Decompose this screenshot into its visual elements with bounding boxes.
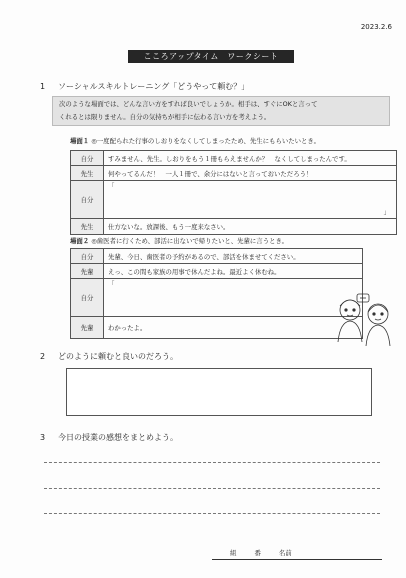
students-illustration bbox=[330, 290, 400, 352]
section3-heading bbox=[40, 432, 178, 443]
speaker-label: 自分 bbox=[71, 249, 104, 264]
date-label: 2023.2.6 bbox=[360, 23, 392, 31]
scene1-row-4 bbox=[71, 219, 397, 235]
scene2-row-2 bbox=[71, 264, 363, 279]
dialogue-text: 先輩、今日、歯医者の予約があるので、部活を休ませてください。 bbox=[104, 249, 363, 264]
name-label: 名前 bbox=[278, 549, 292, 557]
name-signature-line[interactable] bbox=[212, 548, 382, 560]
answer-field[interactable] bbox=[104, 181, 397, 219]
writing-line-1[interactable] bbox=[44, 462, 380, 463]
section2-heading bbox=[40, 351, 178, 362]
scene1-row-3-answer bbox=[71, 181, 397, 219]
speaker-label: 自分 bbox=[71, 151, 104, 166]
dialogue-text: えっ、この間も家族の用事で休んだよね。最近よく休むね。 bbox=[104, 264, 363, 279]
scene1-label: 場面１ bbox=[70, 137, 90, 145]
section2-answer-box[interactable] bbox=[66, 368, 372, 416]
scene2-row-1 bbox=[71, 249, 363, 264]
instructions-line-1: 次のような場面では、どんな言い方をすれば良いでしょうか。相手は、すぐにOKと言って bbox=[59, 100, 318, 108]
answer-field[interactable] bbox=[104, 279, 363, 317]
writing-line-2[interactable] bbox=[44, 488, 380, 489]
speaker-label: 先輩 bbox=[71, 264, 104, 279]
section3-number: 3 bbox=[40, 433, 46, 442]
writing-line-3[interactable] bbox=[44, 513, 380, 514]
section3-title: 今日の授業の感想をまとめよう。 bbox=[58, 433, 178, 442]
speaker-label: 先輩 bbox=[71, 317, 104, 339]
speaker-label: 自分 bbox=[71, 181, 104, 219]
dialogue-text: わかったよ。 bbox=[104, 317, 363, 339]
section2-title: どのように頼むと良いのだろう。 bbox=[58, 352, 178, 361]
close-quote: 」 bbox=[383, 208, 390, 216]
worksheet-title: こころアップタイム ワークシート bbox=[128, 50, 294, 63]
instructions-line-2: くれるとは限りません。自分の気持ちが相手に伝わる言い方を考えよう。 bbox=[59, 113, 271, 121]
scene2-heading bbox=[70, 236, 288, 245]
section1-title: ソーシャルスキルトレーニング「どうやって頼む？」 bbox=[58, 82, 250, 91]
scene1-dialogue-table bbox=[70, 150, 397, 235]
number-label: 番 bbox=[254, 549, 261, 557]
scene1-heading bbox=[70, 136, 320, 145]
open-quote: 「 bbox=[108, 182, 115, 190]
section1-number: 1 bbox=[40, 82, 46, 91]
scene2-row-4 bbox=[71, 317, 363, 339]
dialogue-text: 何やってるんだ！ 一人１冊で、余分にはないと言っておいただろう！ bbox=[104, 166, 397, 181]
scene2-row-3-answer bbox=[71, 279, 363, 317]
dialogue-text: すみません、先生。しおりをもう１冊もらえませんか？ なくしてしまったんです。 bbox=[104, 151, 397, 166]
open-quote: 「 bbox=[108, 280, 115, 288]
scene1-description: ◎一度配られた行事のしおりをなくしてしまったため、先生にもらいたいとき。 bbox=[91, 137, 320, 145]
section1-heading bbox=[40, 81, 249, 92]
section2-number: 2 bbox=[40, 352, 46, 361]
scene1-row-1 bbox=[71, 151, 397, 166]
scene1-row-2 bbox=[71, 166, 397, 181]
scene2-dialogue-table bbox=[70, 248, 363, 339]
class-label: 組 bbox=[230, 549, 237, 557]
instructions-box bbox=[52, 96, 390, 126]
speaker-label: 自分 bbox=[71, 279, 104, 317]
scene2-description: ◎歯医者に行くため、部活に出ないで帰りたいと、先輩に言うとき。 bbox=[91, 237, 289, 245]
scene2-label: 場面２ bbox=[70, 237, 90, 245]
speaker-label: 先生 bbox=[71, 219, 104, 235]
speaker-label: 先生 bbox=[71, 166, 104, 181]
dialogue-text: 仕方ないな。放課後、もう一度来なさい。 bbox=[104, 219, 397, 235]
